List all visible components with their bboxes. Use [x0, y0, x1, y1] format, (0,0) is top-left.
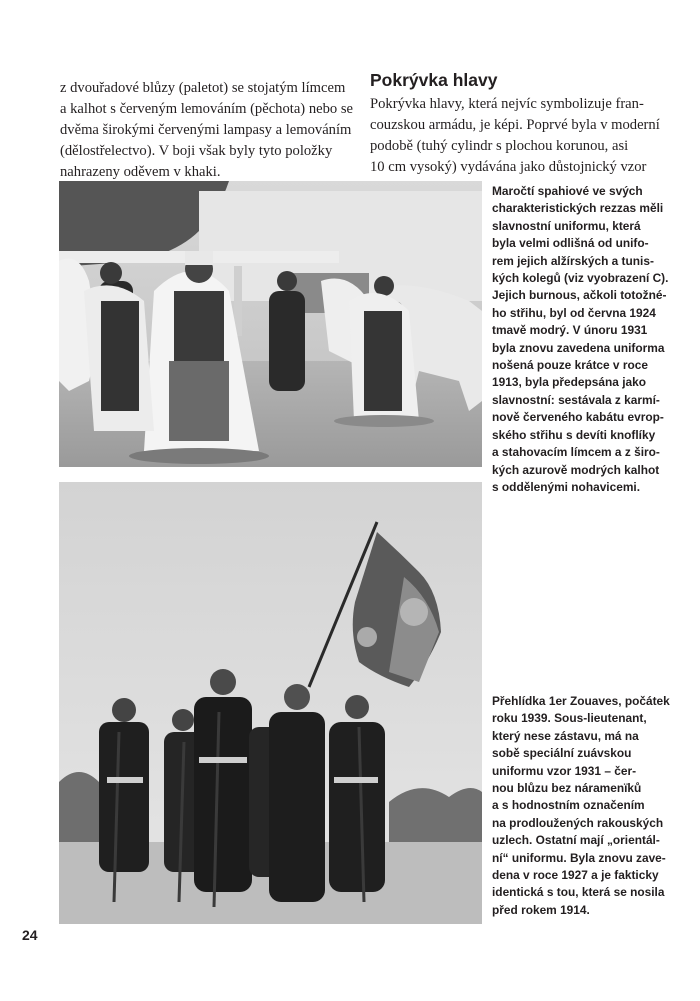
caption-line: identická s tou, která se nosila	[492, 885, 665, 900]
caption-line: rem jejich alžírských a tunis-	[492, 253, 654, 268]
caption-line: uzlech. Ostatní mají „orientál-	[492, 833, 660, 848]
caption-line: Maročtí spahiové ve svých	[492, 184, 643, 198]
section-heading: Pokrývka hlavy	[370, 70, 498, 90]
caption-line: ní“ uniformu. Byla znovu zave-	[492, 850, 666, 865]
caption-line: ského střihu s devíti knoflíky	[492, 427, 656, 442]
text-line: Pokrývka hlavy, která nejvíc symbolizuje fran-	[370, 96, 644, 112]
caption-line: Jejich burnous, ačkoli totožné-	[492, 288, 667, 303]
caption-line: kých kolegů (viz vyobrazení C).	[492, 271, 669, 286]
text-line: dvěma širokými červenými lampasy a lemováním	[60, 122, 352, 138]
caption-line: charakteristických rezzas měli	[492, 201, 664, 216]
photo-spahis-with-horses	[59, 181, 482, 467]
caption-line: ho střihu, byl od června 1924	[492, 305, 656, 320]
caption-line: s oddělenými nohavicemi.	[492, 479, 641, 494]
text-line: podobě (tuhý cylindr s plochou korunou, asi	[370, 138, 629, 154]
caption-line: nově červeného kabátu evrop-	[492, 410, 664, 425]
caption-line: byla znovu zavedena uniforma	[492, 340, 665, 355]
caption-line: kých azurově modrých kalhot	[492, 462, 660, 477]
body-paragraph-left	[60, 78, 353, 183]
caption-line: roku 1939. Sous-lieutenant,	[492, 711, 647, 726]
caption-line: před rokem 1914.	[492, 902, 590, 917]
caption-line: nošená pouze krátce v roce	[492, 358, 648, 373]
photo-caption-spahis	[492, 183, 669, 496]
photo-zouaves-flag-parade	[59, 482, 482, 924]
caption-line: Přehlídka 1er Zouaves, počátek	[492, 694, 670, 708]
caption-line: byla velmi odlišná od unifo-	[492, 236, 649, 251]
caption-line: a s hodnostním označením	[492, 798, 645, 813]
text-line: couzskou armádu, je képi. Poprvé byla v moderní	[370, 117, 660, 133]
text-line: 10 cm vysoký) vydávána jako důstojnický vzor	[370, 159, 647, 175]
text-line: a kalhot s červeným lemováním (pěchota) nebo se	[60, 101, 353, 117]
caption-line: 1913, byla předepsána jako	[492, 375, 646, 390]
body-paragraph-right	[370, 94, 660, 178]
caption-line: a stahovacím límcem a z širo-	[492, 445, 660, 460]
text-line: nahrazeny oděvem v khaki.	[60, 164, 221, 180]
caption-line: slavnostní: sestávala z karmí-	[492, 392, 660, 407]
caption-line: uniformu vzor 1931 – čer-	[492, 763, 637, 778]
caption-line: nou blůzu bez náramenïků	[492, 781, 642, 796]
caption-line: tmavě modrý. V únoru 1931	[492, 323, 648, 338]
caption-line: dena v roce 1927 a je fakticky	[492, 868, 659, 883]
photo-caption-zouaves	[492, 693, 670, 919]
caption-line: který nese zástavu, má na	[492, 728, 639, 743]
text-line: z dvouřadové blůzy (paletot) se stojatým límcem	[60, 80, 346, 96]
text-line: (dělostřelectvo). V boji však byly tyto položky	[60, 143, 333, 159]
page-number: 24	[22, 927, 38, 943]
caption-line: slavnostní uniformu, která	[492, 218, 641, 233]
caption-line: na prodloužených rakouských	[492, 815, 664, 830]
caption-line: sobě speciální zuávskou	[492, 746, 632, 761]
